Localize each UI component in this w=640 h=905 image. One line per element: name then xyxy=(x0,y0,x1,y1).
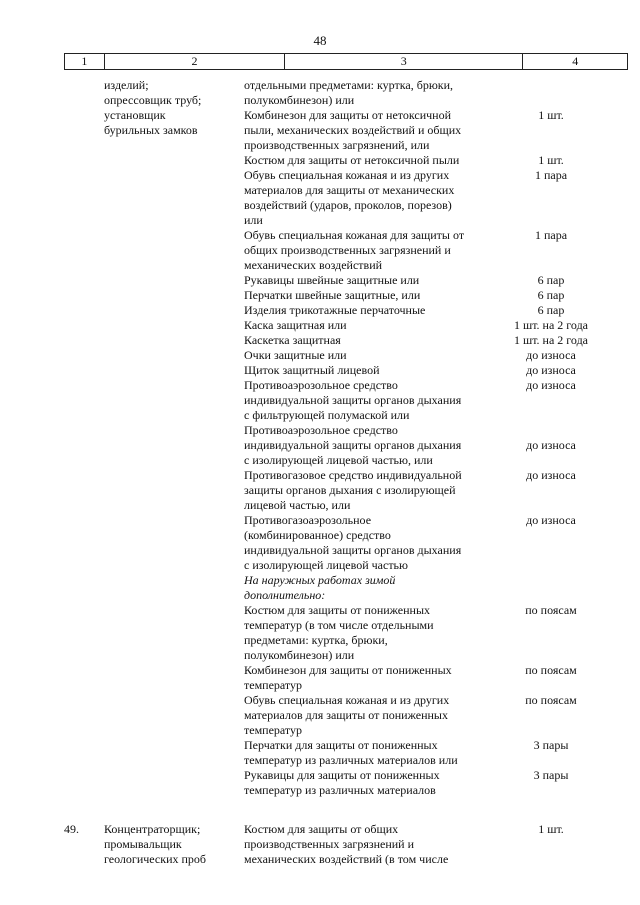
cell-c1 xyxy=(0,528,104,543)
cell-c1 xyxy=(0,693,104,708)
cell-c1 xyxy=(0,633,104,648)
cell-c2 xyxy=(104,633,244,648)
cell-c3: Очки защитные или xyxy=(244,348,347,362)
cell-c2 xyxy=(104,453,244,468)
cell-c4: 6 пар xyxy=(537,288,565,302)
cell-c2 xyxy=(104,768,244,783)
cell-c3: производственных загрязнений, или xyxy=(244,138,430,152)
table-row xyxy=(0,168,640,183)
table-row xyxy=(0,693,640,708)
cell-c2 xyxy=(104,228,244,243)
cell-c4 xyxy=(488,543,614,558)
cell-c1 xyxy=(0,678,104,693)
cell-c4 xyxy=(488,573,614,588)
table-row xyxy=(0,633,640,648)
table-row xyxy=(0,213,640,228)
cell-c2: геологических проб xyxy=(104,852,207,866)
cell-c4: 6 пар xyxy=(537,273,565,287)
cell-c2 xyxy=(104,678,244,693)
table-row xyxy=(0,258,640,273)
cell-c2 xyxy=(104,213,244,228)
cell-c1 xyxy=(0,498,104,513)
cell-c1 xyxy=(0,558,104,573)
cell-c3: температур xyxy=(244,678,303,692)
cell-c1 xyxy=(0,168,104,183)
cell-c3: с фильтрующей полумаской или xyxy=(244,408,410,422)
cell-c4: 1 шт. xyxy=(538,153,564,167)
cell-c4: 1 шт. xyxy=(538,108,564,122)
cell-c3: полукомбинезон) или xyxy=(244,648,355,662)
cell-c1 xyxy=(0,198,104,213)
cell-c1 xyxy=(0,108,104,123)
cell-c2: бурильных замков xyxy=(104,123,198,137)
page-number: 48 xyxy=(313,33,327,48)
cell-c1 xyxy=(0,837,104,852)
cell-c4 xyxy=(488,783,614,798)
cell-c4 xyxy=(488,837,614,852)
cell-c4 xyxy=(488,123,614,138)
cell-c2: Концентраторщик; xyxy=(104,822,201,836)
cell-c2 xyxy=(104,753,244,768)
cell-c1 xyxy=(0,483,104,498)
cell-c1 xyxy=(0,438,104,453)
cell-c4 xyxy=(488,852,614,867)
cell-c2 xyxy=(104,738,244,753)
cell-c2 xyxy=(104,318,244,333)
cell-c1 xyxy=(0,423,104,438)
cell-c3: Перчатки швейные защитные, или xyxy=(244,288,421,302)
header-col-2: 2 xyxy=(105,54,285,69)
cell-c4 xyxy=(488,648,614,663)
cell-c4: 6 пар xyxy=(537,303,565,317)
cell-c4 xyxy=(488,423,614,438)
cell-c4 xyxy=(488,753,614,768)
table-row xyxy=(0,423,640,438)
table-row xyxy=(0,678,640,693)
cell-c3: лицевой частью, или xyxy=(244,498,351,512)
table-row xyxy=(0,333,640,348)
cell-c4: 1 пара xyxy=(534,228,568,242)
table-row xyxy=(0,393,640,408)
cell-c2 xyxy=(104,303,244,318)
table-row xyxy=(0,363,640,378)
cell-c1 xyxy=(0,588,104,603)
cell-c4: 3 пары xyxy=(533,768,569,782)
entry-48-block xyxy=(0,78,640,798)
cell-c4: по поясам xyxy=(525,693,577,707)
cell-c1 xyxy=(0,408,104,423)
cell-c1 xyxy=(0,333,104,348)
table-row xyxy=(0,648,640,663)
cell-c4 xyxy=(488,618,614,633)
cell-c3: температур из различных материалов xyxy=(244,783,436,797)
table-row xyxy=(0,768,640,783)
cell-c3: защиты органов дыхания с изолирующей xyxy=(244,483,456,497)
cell-c4: до износа xyxy=(526,438,576,452)
cell-c1 xyxy=(0,363,104,378)
cell-c2 xyxy=(104,258,244,273)
cell-c3: индивидуальной защиты органов дыхания xyxy=(244,543,462,557)
cell-c3: Рукавицы швейные защитные или xyxy=(244,273,420,287)
cell-c3: материалов для защиты от пониженных xyxy=(244,708,448,722)
cell-c4 xyxy=(488,243,614,258)
cell-c2 xyxy=(104,153,244,168)
cell-c2 xyxy=(104,138,244,153)
table-row xyxy=(0,753,640,768)
cell-c2 xyxy=(104,243,244,258)
cell-c1 xyxy=(0,768,104,783)
cell-c4 xyxy=(488,588,614,603)
cell-c4 xyxy=(488,633,614,648)
cell-c2 xyxy=(104,783,244,798)
cell-c4 xyxy=(488,408,614,423)
cell-c1 xyxy=(0,573,104,588)
cell-c1 xyxy=(0,243,104,258)
cell-c2: опрессовщик труб; xyxy=(104,93,202,107)
table-row xyxy=(0,78,640,93)
cell-c2 xyxy=(104,438,244,453)
cell-c3: Щиток защитный лицевой xyxy=(244,363,380,377)
cell-c2 xyxy=(104,708,244,723)
cell-c3: пыли, механических воздействий и общих xyxy=(244,123,462,137)
cell-c3: индивидуальной защиты органов дыхания xyxy=(244,438,462,452)
cell-c3: материалов для защиты от механических xyxy=(244,183,455,197)
cell-c1 xyxy=(0,318,104,333)
table-row xyxy=(0,198,640,213)
table-row xyxy=(0,663,640,678)
cell-c4 xyxy=(488,393,614,408)
cell-c4 xyxy=(488,558,614,573)
cell-c2 xyxy=(104,528,244,543)
table-row xyxy=(0,723,640,738)
cell-c4 xyxy=(488,453,614,468)
cell-c4: до износа xyxy=(526,378,576,392)
header-col-3: 3 xyxy=(285,54,523,69)
cell-c2 xyxy=(104,168,244,183)
table-body xyxy=(0,78,640,867)
header-col-1: 1 xyxy=(65,54,105,69)
cell-c3: Изделия трикотажные перчаточные xyxy=(244,303,426,317)
cell-c4 xyxy=(488,678,614,693)
cell-c1 xyxy=(0,618,104,633)
cell-c1 xyxy=(0,852,104,867)
cell-c3: Костюм для защиты от пониженных xyxy=(244,603,431,617)
cell-c4 xyxy=(488,183,614,198)
cell-c1 xyxy=(0,648,104,663)
cell-c1 xyxy=(0,723,104,738)
cell-c3: Каскетка защитная xyxy=(244,333,341,347)
cell-c1 xyxy=(0,183,104,198)
cell-c1 xyxy=(0,213,104,228)
cell-c4 xyxy=(488,78,614,93)
cell-c4: до износа xyxy=(526,363,576,377)
cell-c4: 1 шт. на 2 года xyxy=(513,318,589,332)
cell-c1 xyxy=(0,153,104,168)
cell-c4 xyxy=(488,708,614,723)
header-col-4: 4 xyxy=(572,54,579,68)
cell-c2 xyxy=(104,663,244,678)
table-row xyxy=(0,588,640,603)
cell-c2: изделий; xyxy=(104,78,149,92)
cell-c3: Каска защитная или xyxy=(244,318,347,332)
entry-49-block xyxy=(0,822,640,867)
table-row xyxy=(0,273,640,288)
cell-c1 xyxy=(0,303,104,318)
cell-c4 xyxy=(488,723,614,738)
cell-c3: Костюм для защиты от нетоксичной пыли xyxy=(244,153,460,167)
table-row xyxy=(0,603,640,618)
cell-c4: по поясам xyxy=(525,663,577,677)
cell-c3: воздействий (ударов, проколов, порезов) xyxy=(244,198,452,212)
cell-c3: индивидуальной защиты органов дыхания xyxy=(244,393,462,407)
cell-c2 xyxy=(104,198,244,213)
table-row xyxy=(0,108,640,123)
cell-c4: до износа xyxy=(526,513,576,527)
cell-c2 xyxy=(104,483,244,498)
cell-c1 xyxy=(0,288,104,303)
cell-c2 xyxy=(104,588,244,603)
cell-c2 xyxy=(104,378,244,393)
cell-c2 xyxy=(104,618,244,633)
cell-c3: температур из различных материалов или xyxy=(244,753,458,767)
cell-c1 xyxy=(0,708,104,723)
table-row xyxy=(0,288,640,303)
cell-c3: Обувь специальная кожаная для защиты от xyxy=(244,228,465,242)
cell-c3: Комбинезон для защиты от нетоксичной xyxy=(244,108,452,122)
cell-c3: (комбинированное) средство xyxy=(244,528,391,542)
cell-c1 xyxy=(0,258,104,273)
cell-c2 xyxy=(104,693,244,708)
cell-c3: Противогазоаэрозольное xyxy=(244,513,372,527)
table-row xyxy=(0,852,640,867)
cell-c2 xyxy=(104,183,244,198)
cell-c1 xyxy=(0,453,104,468)
table-row xyxy=(0,228,640,243)
cell-c2 xyxy=(104,573,244,588)
cell-c3: механических воздействий xyxy=(244,258,383,272)
cell-c4: 3 пары xyxy=(533,738,569,752)
cell-c2 xyxy=(104,723,244,738)
table-row xyxy=(0,558,640,573)
cell-c1 xyxy=(0,228,104,243)
table-row xyxy=(0,348,640,363)
table-row xyxy=(0,822,640,837)
cell-c3: механических воздействий (в том числе xyxy=(244,852,449,866)
table-row xyxy=(0,708,640,723)
cell-c4 xyxy=(488,483,614,498)
table-row xyxy=(0,483,640,498)
cell-c3: или xyxy=(244,213,263,227)
table-row xyxy=(0,123,640,138)
cell-c1 xyxy=(0,603,104,618)
cell-c2 xyxy=(104,423,244,438)
cell-c4: по поясам xyxy=(525,603,577,617)
table-row xyxy=(0,618,640,633)
cell-c3: с изолирующей лицевой частью, или xyxy=(244,453,433,467)
table-row xyxy=(0,498,640,513)
cell-c2 xyxy=(104,363,244,378)
cell-c2 xyxy=(104,468,244,483)
cell-c4: 1 шт. xyxy=(538,822,564,836)
cell-c1 xyxy=(0,543,104,558)
table-row xyxy=(0,453,640,468)
table-row xyxy=(0,303,640,318)
cell-c3: Рукавицы для защиты от пониженных xyxy=(244,768,440,782)
cell-c1 xyxy=(0,378,104,393)
table-row xyxy=(0,573,640,588)
cell-c3: общих производственных загрязнений и xyxy=(244,243,451,257)
table-row xyxy=(0,93,640,108)
cell-c2 xyxy=(104,603,244,618)
cell-c2 xyxy=(104,288,244,303)
cell-c2: установщик xyxy=(104,108,166,122)
cell-c4 xyxy=(488,258,614,273)
cell-c3: температур xyxy=(244,723,303,737)
table-row xyxy=(0,318,640,333)
cell-c3: отдельными предметами: куртка, брюки, xyxy=(244,78,454,92)
table-header xyxy=(64,53,628,70)
cell-c2 xyxy=(104,273,244,288)
cell-c3: температур (в том числе отдельными xyxy=(244,618,434,632)
cell-c3: Обувь специальная кожаная и из других xyxy=(244,693,450,707)
cell-c3: полукомбинезон) или xyxy=(244,93,355,107)
cell-c1 xyxy=(0,78,104,93)
cell-c2 xyxy=(104,648,244,663)
cell-c4: 1 шт. на 2 года xyxy=(513,333,589,347)
table-row xyxy=(0,528,640,543)
table-row xyxy=(0,513,640,528)
cell-c4 xyxy=(488,498,614,513)
cell-c1 xyxy=(0,468,104,483)
table-row xyxy=(0,837,640,852)
table-row xyxy=(0,378,640,393)
cell-c4 xyxy=(488,198,614,213)
cell-c4 xyxy=(488,528,614,543)
cell-c3: дополнительно: xyxy=(244,588,326,602)
cell-c2 xyxy=(104,513,244,528)
cell-c3: Противоаэрозольное средство xyxy=(244,423,398,437)
cell-c4 xyxy=(488,138,614,153)
cell-c2 xyxy=(104,543,244,558)
cell-c1 xyxy=(0,123,104,138)
cell-c4 xyxy=(488,93,614,108)
table-row xyxy=(0,783,640,798)
cell-c3: Перчатки для защиты от пониженных xyxy=(244,738,438,752)
cell-c2 xyxy=(104,333,244,348)
cell-c2 xyxy=(104,393,244,408)
cell-c3: Противоаэрозольное средство xyxy=(244,378,398,392)
table-row xyxy=(0,438,640,453)
table-row xyxy=(0,243,640,258)
table-row xyxy=(0,543,640,558)
cell-c3: Костюм для защиты от общих xyxy=(244,822,399,836)
table-row xyxy=(0,738,640,753)
cell-c3: производственных загрязнений и xyxy=(244,837,415,851)
cell-c3: На наружных работах зимой xyxy=(244,573,396,587)
cell-c3: с изолирующей лицевой частью xyxy=(244,558,408,572)
cell-c4: 1 пара xyxy=(534,168,568,182)
cell-c1 xyxy=(0,513,104,528)
table-row xyxy=(0,468,640,483)
cell-c3: Противогазовое средство индивидуальной xyxy=(244,468,462,482)
cell-c4: до износа xyxy=(526,348,576,362)
table-row xyxy=(0,153,640,168)
cell-c4 xyxy=(488,213,614,228)
cell-c1 xyxy=(0,93,104,108)
cell-c1 xyxy=(0,138,104,153)
cell-c2 xyxy=(104,408,244,423)
cell-c1 xyxy=(0,393,104,408)
cell-c2: промывальщик xyxy=(104,837,182,851)
cell-c3: предметами: куртка, брюки, xyxy=(244,633,388,647)
cell-c1 xyxy=(0,783,104,798)
cell-c1 xyxy=(0,738,104,753)
table-row xyxy=(0,183,640,198)
table-row xyxy=(0,408,640,423)
cell-c2 xyxy=(104,558,244,573)
cell-c3: Комбинезон для защиты от пониженных xyxy=(244,663,452,677)
cell-c1: 49. xyxy=(64,822,79,836)
cell-c3: Обувь специальная кожаная и из других xyxy=(244,168,450,182)
cell-c2 xyxy=(104,348,244,363)
cell-c1 xyxy=(0,753,104,768)
cell-c2 xyxy=(104,498,244,513)
cell-c1 xyxy=(0,273,104,288)
cell-c1 xyxy=(0,663,104,678)
cell-c4: до износа xyxy=(526,468,576,482)
table-row xyxy=(0,138,640,153)
cell-c1 xyxy=(0,348,104,363)
